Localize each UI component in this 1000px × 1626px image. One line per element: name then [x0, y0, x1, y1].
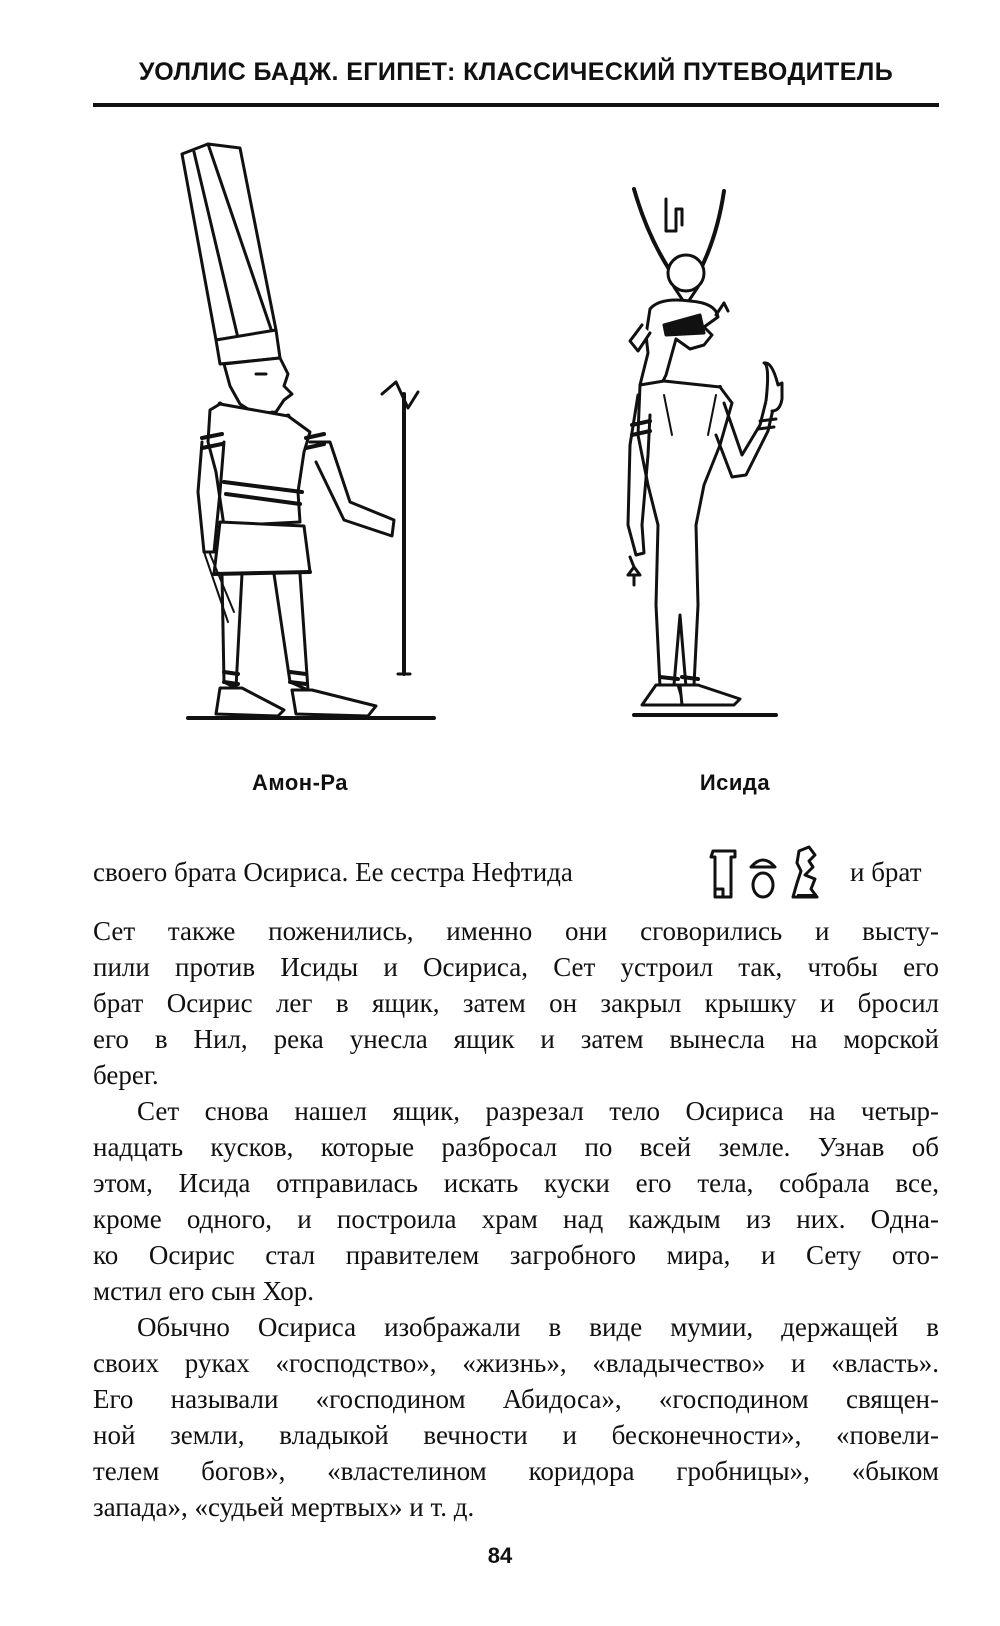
text-line: телем богов», «властелином коридора гробницы», «быком — [93, 1456, 939, 1486]
header-rule — [93, 103, 939, 107]
paragraph — [93, 1093, 939, 1309]
text-line: брат Осирис лег в ящик, затем он закрыл крышку и бросил — [93, 988, 939, 1018]
nephthys-hieroglyph-icon — [705, 845, 837, 905]
text-line-with-hieroglyph — [93, 845, 939, 905]
text-line: Обычно Осириса изображали в виде мумии, держащей в — [137, 1312, 939, 1342]
text-line: пили против Исиды и Осириса, Сет устроил так, чтобы его — [93, 952, 939, 982]
text-line: ной земли, владыкой вечности и бесконечности», «повели- — [93, 1420, 939, 1450]
text-line: берег. — [93, 1060, 159, 1090]
running-header: УОЛЛИС БАДЖ. ЕГИПЕТ: КЛАССИЧЕСКИЙ ПУТЕВОДИТЕЛЬ — [138, 58, 894, 86]
text-line: надцать кусков, которые разбросал по всей земле. Узнав об — [93, 1132, 939, 1162]
text-line: этом, Исида отправилась искать куски его тела, собрала все, — [93, 1168, 939, 1198]
amon-ra-figure-icon — [180, 142, 440, 757]
text-segment: своего брата Осириса. Ее сестра Нефтида — [93, 857, 573, 887]
text-line: Сет снова нашел ящик, разрезал тело Осириса на четыр- — [137, 1096, 939, 1126]
text-segment: и брат — [850, 857, 922, 887]
text-line: его в Нил, река унесла ящик и затем вынесла на морской — [93, 1024, 939, 1054]
text-line: своих руках «господство», «жизнь», «владычество» и «власть». — [93, 1348, 939, 1378]
paragraph — [93, 1309, 939, 1525]
paragraph — [93, 913, 939, 1093]
text-line: кроме одного, и построила храм над каждым из них. Одна- — [93, 1204, 939, 1234]
figure-caption: Исида — [699, 770, 771, 795]
text-line: мстил его сын Хор. — [93, 1276, 315, 1306]
figure-caption: Амон-Ра — [251, 770, 349, 795]
text-line: Его называли «господином Абидоса», «господином священ- — [93, 1384, 939, 1414]
page-number: 84 — [487, 1543, 513, 1568]
text-line: Сет также поженились, именно они сговорились и высту- — [93, 916, 939, 946]
text-line: ко Осирис стал правителем загробного мира, и Сету ото- — [93, 1240, 939, 1270]
text-line: запада», «судьей мертвых» и т. д. — [93, 1492, 475, 1522]
isis-figure-icon — [620, 185, 850, 757]
